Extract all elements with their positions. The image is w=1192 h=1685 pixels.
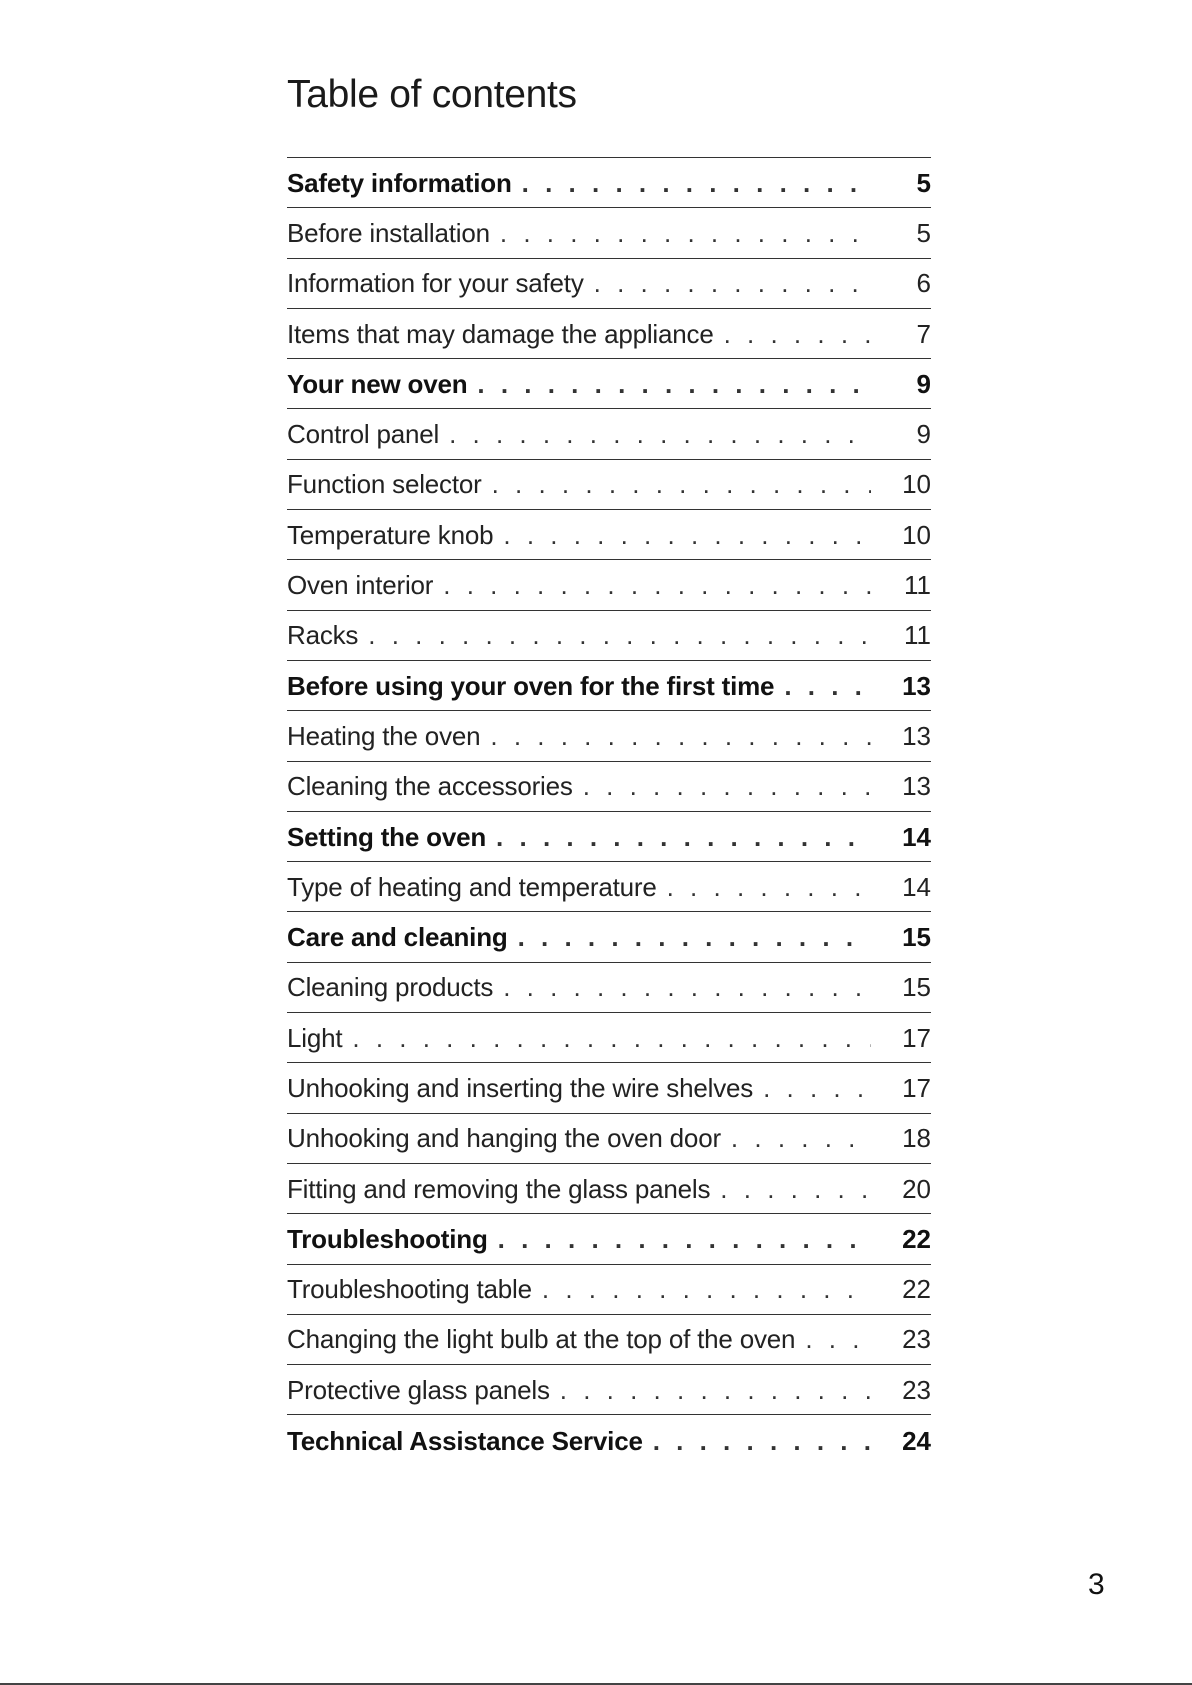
toc-entry-page: 15 bbox=[902, 922, 931, 953]
toc-entry-page: 13 bbox=[902, 720, 931, 751]
page-title: Table of contents bbox=[287, 73, 577, 116]
toc-entry-title: Your new oven bbox=[287, 368, 468, 399]
toc-entry-page: 11 bbox=[904, 620, 931, 651]
toc-subsection-row[interactable] bbox=[287, 309, 931, 359]
toc-entry-page: 15 bbox=[902, 972, 931, 1003]
toc-entry-title: Heating the oven bbox=[287, 720, 481, 751]
toc-entry-title: Care and cleaning bbox=[287, 922, 508, 953]
toc-entry-title: Cleaning the accessories bbox=[287, 771, 573, 802]
toc-section-row[interactable] bbox=[287, 912, 931, 962]
dot-leader bbox=[542, 1274, 871, 1304]
toc-entry-title: Unhooking and hanging the oven door bbox=[287, 1123, 721, 1154]
toc-subsection-row[interactable] bbox=[287, 611, 931, 661]
toc-entry-page: 22 bbox=[902, 1274, 931, 1305]
dot-leader bbox=[496, 822, 871, 852]
toc-subsection-row[interactable] bbox=[287, 862, 931, 912]
toc-subsection-row[interactable] bbox=[287, 762, 931, 812]
toc-entry-page: 13 bbox=[902, 670, 931, 701]
table-of-contents bbox=[287, 157, 931, 1466]
dot-leader bbox=[522, 168, 871, 198]
toc-section-row[interactable] bbox=[287, 1415, 931, 1465]
toc-entry-page: 10 bbox=[902, 469, 931, 500]
toc-entry-title: Control panel bbox=[287, 419, 440, 450]
toc-entry-page: 10 bbox=[902, 519, 931, 550]
dot-leader bbox=[477, 369, 871, 399]
toc-entry-title: Before using your oven for the first time bbox=[287, 670, 775, 701]
toc-entry-title: Function selector bbox=[287, 469, 482, 500]
toc-subsection-row[interactable] bbox=[287, 510, 931, 560]
toc-entry-title: Troubleshooting table bbox=[287, 1274, 532, 1305]
dot-leader bbox=[720, 1174, 871, 1204]
toc-entry-page: 17 bbox=[902, 1072, 931, 1103]
toc-section-row[interactable] bbox=[287, 812, 931, 862]
toc-entry-title: Troubleshooting bbox=[287, 1223, 488, 1254]
toc-entry-title: Fitting and removing the glass panels bbox=[287, 1173, 711, 1204]
toc-entry-title: Technical Assistance Service bbox=[287, 1425, 643, 1456]
toc-entry-page: 14 bbox=[902, 821, 931, 852]
dot-leader bbox=[500, 218, 871, 248]
toc-entry-title: Unhooking and inserting the wire shelves bbox=[287, 1072, 754, 1103]
toc-subsection-row[interactable] bbox=[287, 711, 931, 761]
toc-subsection-row[interactable] bbox=[287, 409, 931, 459]
dot-leader bbox=[560, 1375, 871, 1405]
toc-section-row[interactable] bbox=[287, 661, 931, 711]
toc-entry-page: 22 bbox=[902, 1223, 931, 1254]
toc-entry-title: Light bbox=[287, 1022, 343, 1053]
toc-section-row[interactable] bbox=[287, 158, 931, 208]
dot-leader bbox=[653, 1426, 871, 1456]
page-number: 3 bbox=[1088, 1568, 1105, 1601]
toc-subsection-row[interactable] bbox=[287, 1265, 931, 1315]
dot-leader bbox=[449, 419, 871, 449]
toc-subsection-row[interactable] bbox=[287, 1164, 931, 1214]
toc-subsection-row[interactable] bbox=[287, 208, 931, 258]
dot-leader bbox=[583, 771, 871, 801]
toc-subsection-row[interactable] bbox=[287, 259, 931, 309]
toc-entry-page: 13 bbox=[902, 771, 931, 802]
toc-entry-title: Temperature knob bbox=[287, 519, 494, 550]
toc-subsection-row[interactable] bbox=[287, 1114, 931, 1164]
toc-entry-page: 5 bbox=[916, 217, 931, 248]
dot-leader bbox=[503, 520, 871, 550]
dot-leader bbox=[724, 319, 871, 349]
dot-leader bbox=[594, 268, 871, 298]
dot-leader bbox=[518, 922, 871, 952]
toc-entry-page: 11 bbox=[904, 570, 931, 601]
toc-entry-page: 18 bbox=[902, 1123, 931, 1154]
toc-entry-title: Type of heating and temperature bbox=[287, 871, 657, 902]
toc-entry-title: Racks bbox=[287, 620, 359, 651]
toc-subsection-row[interactable] bbox=[287, 460, 931, 510]
toc-subsection-row[interactable] bbox=[287, 1013, 931, 1063]
toc-entry-title: Changing the light bulb at the top of the oven bbox=[287, 1324, 796, 1355]
toc-entry-title: Before installation bbox=[287, 217, 490, 248]
toc-subsection-row[interactable] bbox=[287, 1365, 931, 1415]
toc-entry-page: 23 bbox=[902, 1374, 931, 1405]
dot-leader bbox=[805, 1324, 871, 1354]
toc-entry-page: 20 bbox=[902, 1173, 931, 1204]
dot-leader bbox=[763, 1073, 871, 1103]
toc-entry-page: 23 bbox=[902, 1324, 931, 1355]
toc-entry-page: 7 bbox=[916, 318, 931, 349]
toc-entry-page: 9 bbox=[916, 419, 931, 450]
dot-leader bbox=[490, 721, 871, 751]
toc-section-row[interactable] bbox=[287, 359, 931, 409]
toc-entry-title: Oven interior bbox=[287, 570, 434, 601]
toc-subsection-row[interactable] bbox=[287, 1315, 931, 1365]
dot-leader bbox=[443, 570, 871, 600]
toc-entry-page: 17 bbox=[902, 1022, 931, 1053]
dot-leader bbox=[352, 1023, 871, 1053]
dot-leader bbox=[667, 872, 871, 902]
toc-entry-title: Setting the oven bbox=[287, 821, 487, 852]
toc-entry-page: 6 bbox=[916, 268, 931, 299]
toc-entry-page: 24 bbox=[902, 1425, 931, 1456]
dot-leader bbox=[368, 620, 871, 650]
dot-leader bbox=[731, 1123, 871, 1153]
dot-leader bbox=[784, 671, 871, 701]
toc-entry-title: Protective glass panels bbox=[287, 1374, 550, 1405]
toc-entry-title: Items that may damage the appliance bbox=[287, 318, 714, 349]
dot-leader bbox=[492, 469, 871, 499]
toc-entry-title: Information for your safety bbox=[287, 268, 584, 299]
toc-entry-page: 14 bbox=[902, 871, 931, 902]
dot-leader bbox=[498, 1224, 871, 1254]
toc-section-row[interactable] bbox=[287, 1214, 931, 1264]
dot-leader bbox=[503, 972, 871, 1002]
toc-entry-title: Cleaning products bbox=[287, 972, 494, 1003]
toc-subsection-row[interactable] bbox=[287, 560, 931, 610]
toc-entry-page: 9 bbox=[916, 368, 931, 399]
toc-entry-page: 5 bbox=[916, 167, 931, 198]
toc-entry-title: Safety information bbox=[287, 167, 512, 198]
toc-subsection-row[interactable] bbox=[287, 1063, 931, 1113]
toc-subsection-row[interactable] bbox=[287, 963, 931, 1013]
